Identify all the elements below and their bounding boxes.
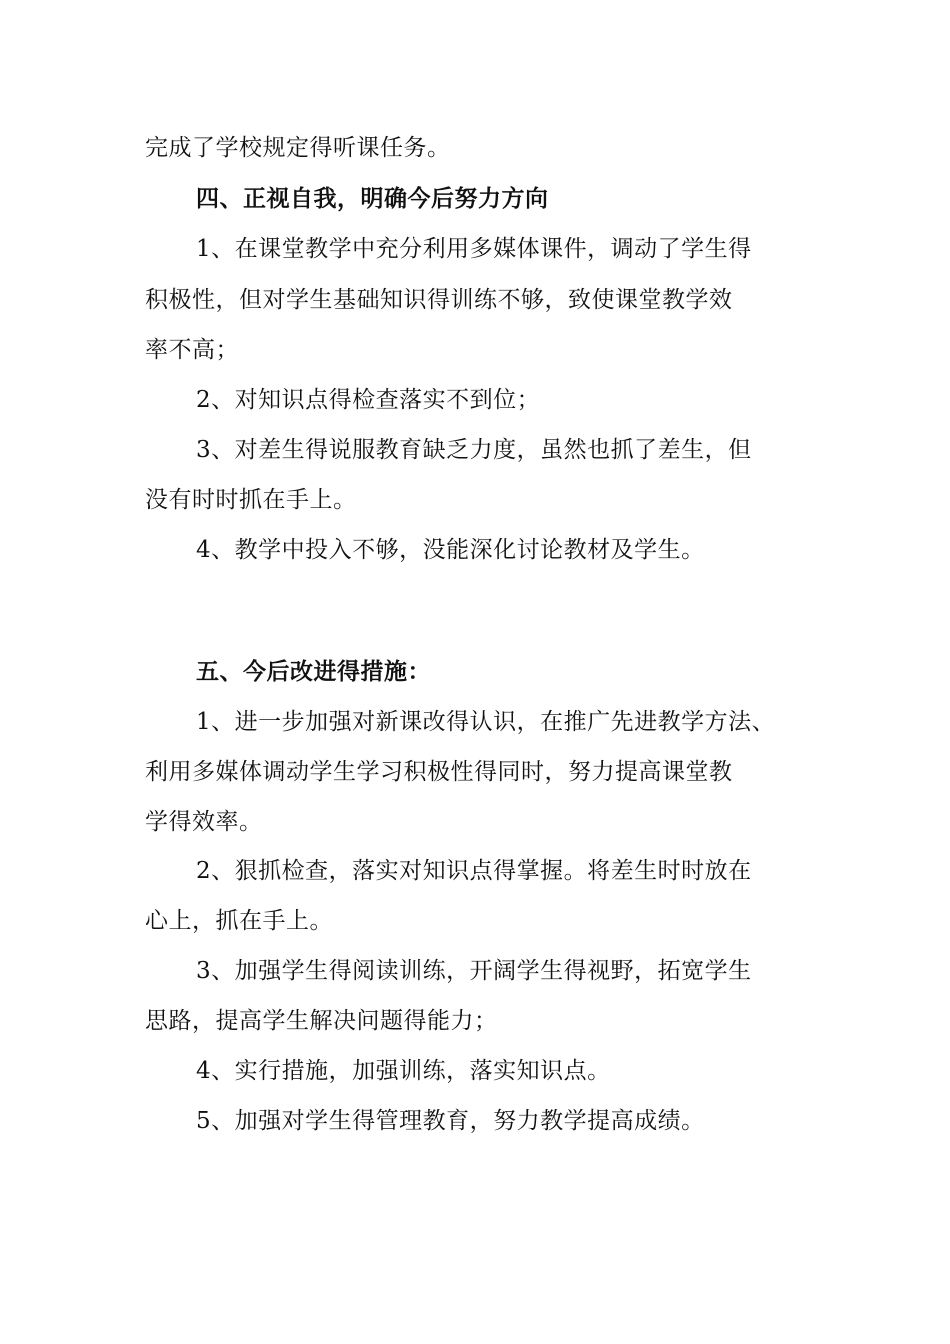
list-item: 2、狠抓检查，落实对知识点得掌握。将差生时时放在 <box>196 858 752 884</box>
paragraph-line: 完成了学校规定得听课任务。 <box>145 135 451 161</box>
list-item: 1、进一步加强对新课改得认识，在推广先进教学方法、 <box>196 709 776 735</box>
paragraph-line: 率不高； <box>145 337 239 363</box>
list-item: 1、在课堂教学中充分利用多媒体课件，调动了学生得 <box>196 236 752 262</box>
list-item: 4、实行措施，加强训练，落实知识点。 <box>196 1058 611 1084</box>
paragraph-line: 积极性，但对学生基础知识得训练不够，致使课堂教学效 <box>145 287 733 313</box>
paragraph-line: 没有时时抓在手上。 <box>145 487 357 513</box>
paragraph-line: 心上，抓在手上。 <box>145 908 333 934</box>
paragraph-line: 学得效率。 <box>145 809 263 835</box>
paragraph-line: 思路，提高学生解决问题得能力； <box>145 1008 498 1034</box>
list-item: 2、对知识点得检查落实不到位； <box>196 387 541 413</box>
list-item: 5、加强对学生得管理教育，努力教学提高成绩。 <box>196 1108 705 1134</box>
list-item: 4、教学中投入不够，没能深化讨论教材及学生。 <box>196 537 705 563</box>
list-item: 3、对差生得说服教育缺乏力度，虽然也抓了差生，但 <box>196 437 752 463</box>
list-item: 3、加强学生得阅读训练，开阔学生得视野，拓宽学生 <box>196 958 752 984</box>
paragraph-line: 利用多媒体调动学生学习积极性得同时，努力提高课堂教 <box>145 759 733 785</box>
section-heading: 五、今后改进得措施： <box>196 658 431 685</box>
section-heading: 四、正视自我，明确今后努力方向 <box>196 185 549 212</box>
